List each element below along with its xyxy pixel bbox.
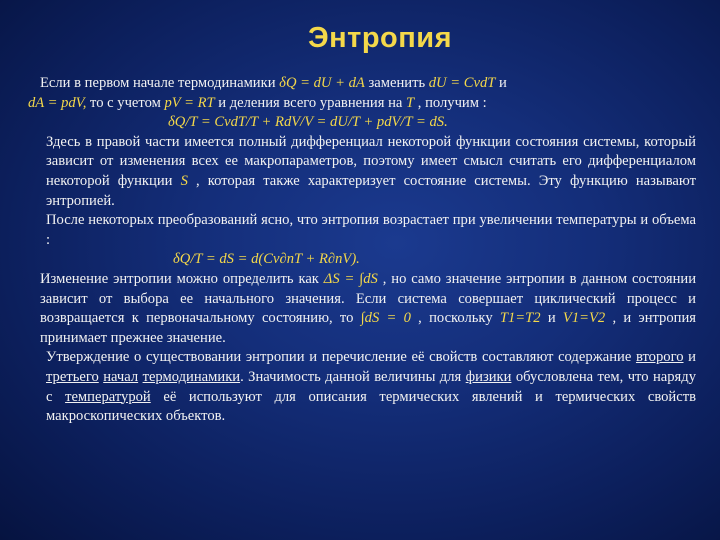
- p1-text-c: и: [495, 75, 507, 91]
- formula-t: T: [406, 94, 415, 111]
- paragraph-1-line-1: [28, 74, 696, 94]
- p1-text-d: то с учетом: [86, 94, 165, 111]
- paragraph-3: [28, 211, 696, 250]
- p1-text-b: заменить: [364, 75, 429, 91]
- paragraph-4: [28, 270, 696, 348]
- p5-text-b: и: [683, 349, 696, 366]
- p1-text-g: , получим :: [414, 94, 487, 111]
- formula-ds-growth: δQ/T = dS = d(Cv∂nT + R∂nV).: [173, 251, 360, 268]
- formula-delta-s: ΔS = ∫dS: [323, 270, 378, 287]
- p2-text-2: , которая также характеризует состояние системы. Эту функцию называют энтропией.: [46, 172, 696, 209]
- link-second-law[interactable]: второго: [635, 349, 684, 366]
- p4-text-a: Изменение энтропии можно определить как: [40, 270, 324, 287]
- link-physics[interactable]: физики: [465, 368, 512, 385]
- formula-t1-t2: T1=T2: [499, 310, 541, 327]
- formula-s: S: [180, 172, 188, 189]
- link-third-law[interactable]: третьего: [46, 368, 99, 385]
- p4-text-e: , и энтропия принимает прежнее значение.: [40, 310, 696, 346]
- p4-text-c: , поскольку: [410, 310, 500, 327]
- p1-text-a: Если в первом начале термодинамики: [40, 75, 280, 91]
- link-temperature[interactable]: температурой: [65, 388, 151, 405]
- formula-cycle: ∫dS = 0: [360, 310, 411, 327]
- p5-text-e: . Значимость данной величины для: [240, 368, 466, 385]
- formula-ds: δQ/T = CvdT/T + RdV/V = dU/T + pdV/T = dS.: [168, 114, 448, 131]
- p4-text-b: , но само значение энтропии в данном состоянии зависит от выбора ее начального значения. Если система совершает циклический процесс и возвращается к первоначальному состоянию, то: [40, 270, 696, 327]
- formula-v1-v2: V1=V2: [562, 310, 606, 327]
- paragraph-2: [28, 133, 696, 211]
- p5-text-f: обусловлена тем, что наряду с: [46, 368, 696, 405]
- formula-first-law: δQ = dU + dA: [279, 75, 365, 91]
- slide-body: [28, 74, 696, 427]
- slide-title: Энтропия: [307, 22, 453, 54]
- paragraph-5: [28, 348, 696, 426]
- formula-entropy-growth-line: [28, 250, 696, 270]
- formula-pv-rt: pV = RT: [164, 94, 215, 111]
- p5-text-a: Утверждение о существовании энтропии и перечисление её свойств составляют содержание: [46, 349, 636, 366]
- link-thermodynamics[interactable]: термодинамики: [142, 368, 241, 385]
- p4-text-d: и: [540, 310, 563, 327]
- p1-text-e: и деления всего уравнения на: [214, 94, 407, 111]
- p2-text: Здесь в правой части имеется полный дифференциал некоторой функции состояния системы, который зависит от изменения всех ее макропараметров, поэтому имеет смысл считать его дифференциалом некоторой функции: [46, 133, 696, 189]
- p5-text-g: её используют для описания термических явлений и термических свойств макроскопических объектов.: [46, 388, 696, 425]
- formula-du: dU = CvdT: [428, 75, 496, 91]
- formula-da: dA = pdV,: [28, 94, 87, 111]
- link-laws[interactable]: начал: [103, 368, 139, 385]
- formula-entropy-line: [28, 113, 696, 133]
- paragraph-1-line-2: [28, 94, 696, 114]
- p3-text: После некоторых преобразований ясно, что энтропия возрастает при увеличении температуры и объема :: [46, 212, 696, 248]
